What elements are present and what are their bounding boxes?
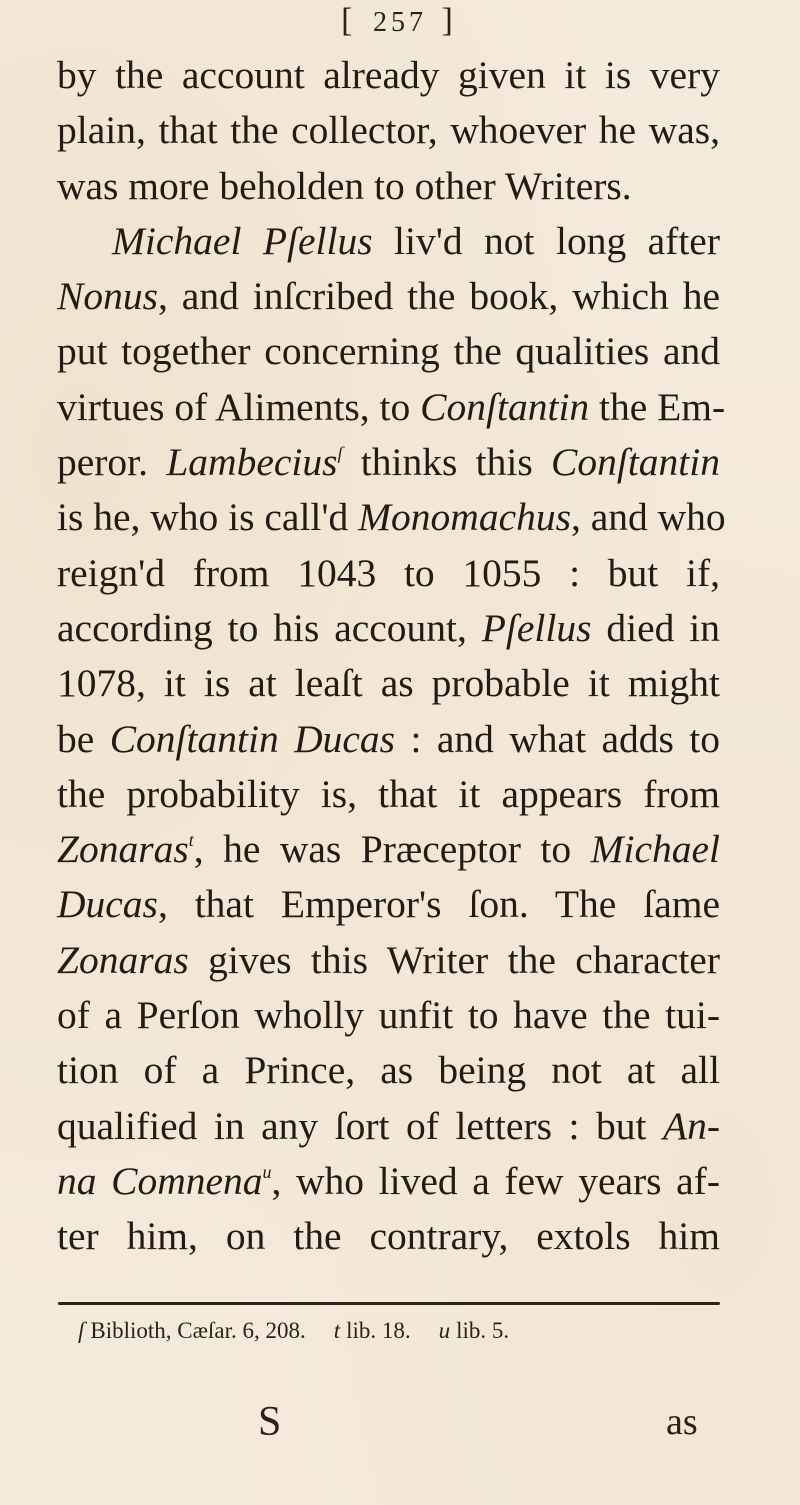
text-line [57,435,720,490]
italic-text: Conſtantin [420,384,590,429]
text-segment: , and who [570,495,726,540]
text-segment: is he, who is call'd [57,495,359,540]
footnote [439,1318,510,1343]
text-line [57,1154,720,1209]
text-line [57,656,720,711]
text-segment: gives this Writer the character [188,937,720,982]
text-segment: tion of a Prince, as being not at all [57,1048,720,1093]
italic-text: An- [662,1103,720,1148]
text-line [57,103,720,158]
text-segment: qualified in any ſort of letters : but [57,1103,663,1148]
text-segment: : and what adds to [395,716,720,761]
text-line [57,822,720,877]
text-segment: plain, that the collector, whoever he was, [57,108,720,153]
footnote-marker: t [333,1318,341,1343]
text-line [57,269,720,324]
text-line [57,546,720,601]
page-number: 257 [373,7,427,38]
italic-text: Monomachus [358,495,571,540]
text-segment: , and inſcribed the book, which he [157,274,720,319]
text-segment: the Em- [589,384,726,429]
footnotes [78,1318,537,1344]
text-line [57,1099,720,1154]
text-line [57,214,720,269]
text-segment: , that Emperor's ſon. The ſame [157,882,720,927]
open-bracket: [ [341,2,359,39]
text-segment: reign'd from 1043 to 1055 : but if, [57,550,720,595]
footnote [334,1318,411,1343]
catchword: as [666,1401,698,1443]
italic-text: Nonus [57,274,158,319]
text-line [57,159,720,214]
text-segment: died in [591,605,720,650]
text-segment: of a Perſon wholly unfit to have the tui- [57,993,720,1038]
text-segment: was more beholden to other Writers. [57,163,632,208]
text-line [57,324,720,379]
footnote-text: lib. 18. [346,1318,411,1343]
text-segment: ter him, on the contrary, extols him [57,1214,720,1259]
text-line [57,877,720,932]
italic-text: Zonaras [57,827,189,872]
footnote-marker: ſ [78,1318,85,1343]
text-segment: put together concerning the qualities and [57,329,720,374]
text-line [57,601,720,656]
text-line [57,1043,720,1098]
text-segment: thinks this [342,440,551,485]
italic-text: Conſtantin [551,440,720,485]
text-segment: virtues of Aliments, to [57,384,421,429]
text-segment: according to his account, [57,605,482,650]
footnote-reference: t [188,830,194,851]
text-line [57,490,726,545]
footnote-reference: ſ [337,443,343,464]
body-text [57,48,726,1265]
text-segment: 1078, it is at leaſt as probable it might [57,661,720,706]
running-head [0,2,800,40]
text-line [57,380,726,435]
text-line [57,712,720,767]
footnote [78,1318,306,1343]
footnote-rule [58,1302,720,1305]
text-segment: by the account already given it is very [57,53,720,97]
footnote-text: Biblioth, Cæſar. 6, 208. [90,1318,306,1343]
italic-text: Michael [590,827,720,872]
italic-text: na Comnena [57,1158,263,1203]
footnote-reference: u [262,1161,272,1182]
italic-text: Lambecius [166,440,338,485]
footnote-marker: u [438,1318,451,1343]
italic-text: Pſellus [481,605,592,650]
text-line [57,48,720,103]
italic-text: Ducas [57,882,158,927]
text-line [57,767,720,822]
text-segment: the probability is, that it appears from [57,771,720,816]
text-segment: liv'd not long after [372,218,720,263]
text-line [57,1209,720,1264]
italic-text: Michael Pſellus [112,218,373,263]
italic-text: Conſtantin Ducas [109,716,396,761]
footnote-text: lib. 5. [456,1318,510,1343]
text-segment: peror. [57,440,167,485]
text-segment: , who lived a few years af- [271,1158,720,1203]
signature-mark: S [258,1399,282,1445]
text-segment: be [57,716,110,761]
close-bracket: ] [441,2,459,39]
text-segment: , he was Præceptor to [193,827,591,872]
italic-text: Zonaras [57,937,189,982]
text-line [57,988,720,1043]
text-line [57,933,720,988]
